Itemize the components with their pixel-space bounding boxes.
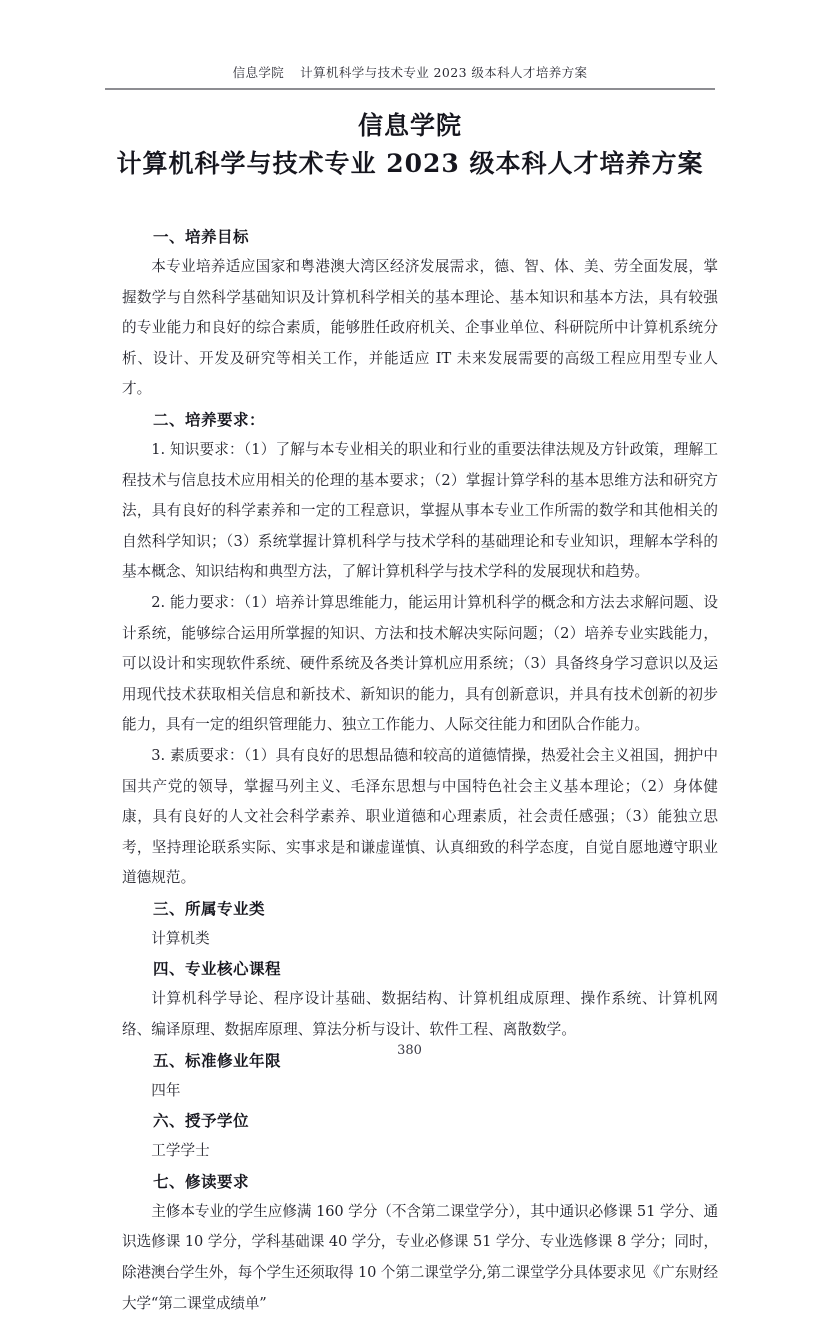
page-title bbox=[105, 108, 715, 184]
section-heading-training-requirements: 二、培养要求： bbox=[153, 409, 266, 429]
section-paragraph-discipline-category: 计算机类 bbox=[151, 929, 210, 947]
section-paragraph-study-duration: 四年 bbox=[151, 1081, 181, 1099]
section-heading-degree-awarded: 六、授予学位 bbox=[153, 1111, 250, 1131]
running-header-program: 计算机科学与技术专业 2023 级本科人才培养方案 bbox=[300, 65, 588, 80]
paragraph-quality-requirements: 3. 素质要求：（1）具有良好的思想品德和较高的道德情操，热爱社会主义祖国，拥护中国共产党的领导，掌握马列主义、毛泽东思想与中国特色社会主义基本理论；（2）身体健康，具有良好的人文社会科学素养、职业道德和心理素质，社会责任感强；（3）能独立思考，坚持理论联系实际、实事求是和谦虚谨慎、认真细致的科学态度，自觉自愿地遵守职业道德规范。 bbox=[122, 746, 718, 887]
section-paragraph-degree-awarded: 工学学士 bbox=[151, 1142, 210, 1160]
section-heading-core-courses: 四、专业核心课程 bbox=[153, 959, 282, 979]
title-line-college: 信息学院 bbox=[357, 111, 462, 140]
running-header-college: 信息学院 bbox=[232, 65, 285, 80]
section-heading-discipline-category: 三、所属专业类 bbox=[153, 898, 266, 918]
section-heading-credit-requirements: 七、修读要求 bbox=[153, 1171, 250, 1191]
section-paragraph-credit-requirements: 主修本专业的学生应修满 160 学分（不含第二课堂学分），其中通识必修课 51 学分、通识选修课 10 学分，学科基础课 40 学分，专业必修课 51 学分、专业选修课 8 学分；同时，除港澳台学生外，每个学生还须取得 10 个第二课堂学分,第二课堂学分具体要求见《广东财经大学“第二课堂成绩单” bbox=[122, 1202, 718, 1312]
footer-page-number: 380 bbox=[397, 1043, 422, 1058]
section-paragraph-core-courses: 计算机科学导论、程序设计基础、数据结构、计算机组成原理、操作系统、计算机网络、编译原理、数据库原理、算法分析与设计、软件工程、离散数学。 bbox=[122, 990, 718, 1039]
header-divider-rule bbox=[105, 88, 715, 90]
section-heading-training-objective: 一、培养目标 bbox=[153, 227, 250, 246]
running-header bbox=[105, 62, 715, 81]
paragraph-knowledge-requirements: 1. 知识要求：（1）了解与本专业相关的职业和行业的重要法律法规及方针政策，理解工程技术与信息技术应用相关的伦理的基本要求；（2）掌握计算学科的基本思维方法和研究方法，具有良好的科学素养和一定的工程意识，掌握从事本专业工作所需的数学和其他相关的自然科学知识；（3）系统掌握计算机科学与技术学科的基础理论和专业知识，理解本学科的基本概念、知识结构和典型方法，了解计算机科学与技术学科的发展现状和趋势。 bbox=[122, 440, 718, 581]
title-line-program: 计算机科学与技术专业 2023 级本科人才培养方案 bbox=[116, 149, 704, 178]
document-body bbox=[122, 222, 718, 1319]
paragraph-ability-requirements: 2. 能力要求：（1）培养计算思维能力，能运用计算机科学的概念和方法去求解问题、设计系统，能够综合运用所掌握的知识、方法和技术解决实际问题；（2）培养专业实践能力，可以设计和实现软件系统、硬件系统及各类计算机应用系统；（3）具备终身学习意识以及运用现代技术获取相关信息和新技术、新知识的能力，具有创新意识，并具有技术创新的初步能力，具有一定的组织管理能力、独立工作能力、人际交往能力和团队合作能力。 bbox=[122, 593, 718, 734]
section-heading-study-duration: 五、标准修业年限 bbox=[153, 1050, 282, 1070]
section-paragraph-training-objective: 本专业培养适应国家和粤港澳大湾区经济发展需求，德、智、体、美、劳全面发展，掌握数学与自然科学基础知识及计算机科学相关的基本理论、基本知识和基本方法，具有较强的专业能力和良好的综合素质，能够胜任政府机关、企事业单位、科研院所中计算机系统分析、设计、开发及研究等相关工作，并能适应 IT 未来发展需要的高级工程应用型专业人才。 bbox=[122, 258, 718, 398]
